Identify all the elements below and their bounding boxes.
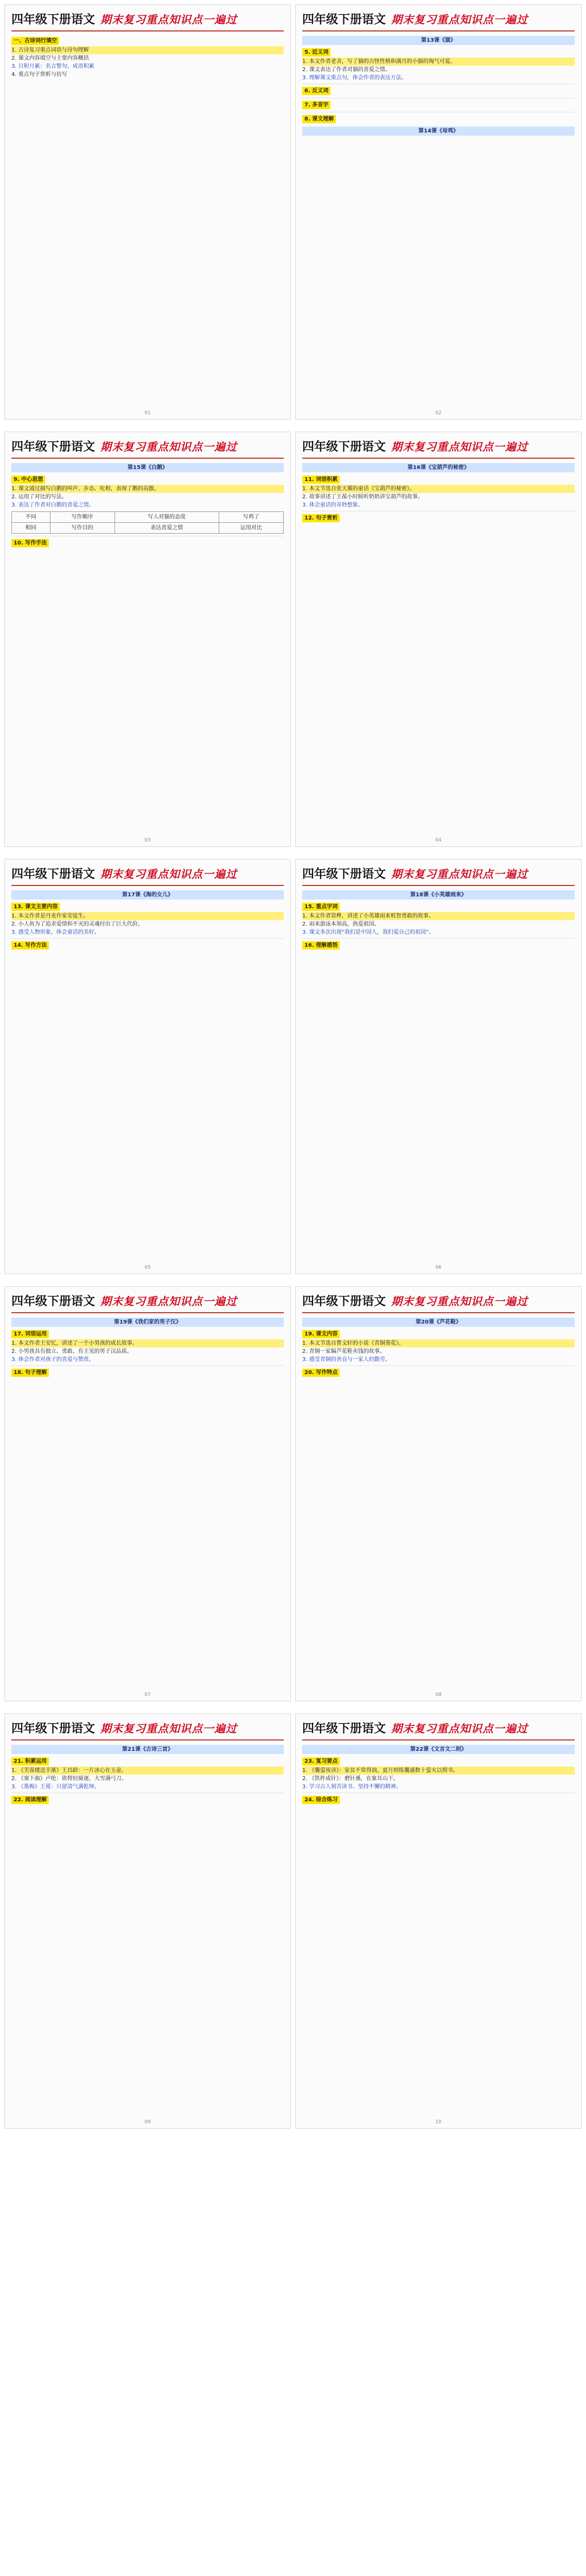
text-line: 1. 《囊萤夜读》：家贫不常得油，夏月则练囊盛数十萤火以照书。 [302,1767,575,1775]
doc-page [295,432,582,847]
text-line: 3. 课文多次出现“我们是中国人，我们爱自己的祖国”。 [302,929,435,935]
section-heading: 7. 多音字 [302,101,330,109]
table-cell: 相同 [12,523,50,534]
table-cell: 写鸡了 [219,512,283,523]
table-cell: 写作目的 [50,523,114,534]
section-heading: 9. 中心思想 [11,476,45,484]
page-header [11,865,284,886]
page-number: 01 [144,410,151,416]
section-heading: 11. 词语积累 [302,476,340,484]
grade-title: 四年级下册语文 [302,1294,386,1308]
page-number: 06 [435,1265,442,1270]
grade-title: 四年级下册语文 [11,440,95,454]
page-body [302,890,575,951]
section-heading: 12. 句子赏析 [302,514,340,522]
page-body [302,1318,575,1378]
lesson-heading: 第17课《海的女儿》 [11,890,284,900]
section-heading: 14. 写作方法 [11,941,49,950]
divider [302,1365,575,1366]
lesson-heading: 第22课《文言文二则》 [302,1745,575,1754]
lesson-heading: 第14课《母鸡》 [302,126,575,136]
table-row [12,512,284,523]
table-cell: 写人对猫的态度 [114,512,219,523]
text-line: 1. 本文作者王安忆，讲述了一个小男孩的成长故事。 [11,1339,284,1347]
section-heading: 15. 重点字词 [302,903,340,911]
lesson-heading: 第13课《猫》 [302,36,575,45]
review-title: 期末复习重点知识点一遍过 [391,868,528,881]
section-heading: 16. 理解感悟 [302,941,340,950]
text-line: 3. 日积月累：名言警句、成语积累 [11,64,94,69]
section-heading: 5. 近义词 [302,48,330,56]
section-heading: 24. 综合练习 [302,1796,340,1804]
page-number: 03 [144,838,151,843]
text-line: 2. 《塞下曲》卢纶：欲将轻骑逐，大雪满弓刀。 [11,1776,127,1782]
page-number: 04 [435,838,442,843]
grade-title: 四年级下册语文 [302,12,386,27]
text-line: 4. 重点句子赏析与仿写 [11,72,67,78]
doc-page [295,4,582,420]
text-line: 3. 《墨梅》王冕：只留清气满乾坤。 [11,1784,100,1790]
doc-page [295,1713,582,2129]
doc-page [4,432,291,847]
section-heading: 一、古诗词行填空 [11,37,59,45]
page-number: 08 [435,1692,442,1698]
doc-page [4,4,291,420]
text-line: 3. 体会童话的奇妙想象。 [302,502,364,508]
grade-title: 四年级下册语文 [11,12,95,27]
lesson-heading: 第18课《小英雄雨来》 [302,890,575,900]
text-line: 1. 本文节选自张天翼的童话《宝葫芦的秘密》。 [302,485,575,493]
text-line: 1. 古诗复习重点词语与诗句理解 [11,46,284,54]
text-line: 2. 故事讲述了王葆小时候听奶奶讲宝葫芦的故事。 [302,494,423,500]
review-title: 期末复习重点知识点一遍过 [100,440,238,453]
page-body [11,36,284,79]
page-header [11,438,284,459]
page-number: 02 [435,410,442,416]
page-header [11,1292,284,1313]
section-heading: 18. 句子理解 [11,1369,49,1377]
page-body [11,890,284,951]
section-heading: 21. 积累运用 [11,1757,49,1765]
text-line: 3. 感受青铜的善良与一家人的勤劳。 [302,1357,391,1363]
divider [11,938,284,939]
page-body [302,36,575,136]
review-title: 期末复习重点知识点一遍过 [391,1295,528,1308]
text-line: 2. 青铜一家编芦花鞋卖钱的故事。 [302,1349,385,1355]
section-heading: 6. 反义词 [302,87,330,95]
text-line: 1. 本文作者管桦，讲述了小英雄雨来机智勇敢的故事。 [302,912,575,920]
doc-page [4,1713,291,2129]
doc-page [295,1286,582,1701]
table-cell: 写作顺序 [50,512,114,523]
text-line: 3. 学习古人刻苦读书、坚持不懈的精神。 [302,1784,402,1790]
table-cell: 运用对比 [219,523,283,534]
text-line: 3. 理解课文重点句，体会作者的表达方法。 [302,75,407,81]
page-body [11,463,284,548]
lesson-heading: 第21课《古诗三首》 [11,1745,284,1754]
section-heading: 22. 阅读理解 [11,1796,49,1804]
text-line: 2. 《铁杵成针》：磨针溪，在象耳山下。 [302,1776,399,1782]
comparison-table [11,511,284,534]
text-line: 2. 小男孩具有独立、勇敢、有主见的男子汉品质。 [11,1349,132,1355]
page-body [11,1745,284,1805]
table-cell: 不同 [12,512,50,523]
doc-page [4,859,291,1274]
text-line: 2. 课文表达了作者对猫的喜爱之情。 [302,67,391,73]
grade-title: 四年级下册语文 [11,1721,95,1736]
review-title: 期末复习重点知识点一遍过 [100,13,238,26]
divider [11,1365,284,1366]
lesson-heading: 第19课《我们家的男子汉》 [11,1318,284,1327]
page-header [302,10,575,31]
page-number: 07 [144,1692,151,1698]
lesson-heading: 第15课《白鹅》 [11,463,284,472]
text-line: 1. 本文作者是丹麦作家安徒生。 [11,912,284,920]
text-line: 2. 小人鱼为了追求爱情和不灭的灵魂付出了巨大代价。 [11,921,143,927]
page-number: 10 [435,2119,442,2125]
page-number: 09 [144,2119,151,2125]
page-body [302,463,575,523]
page-header [302,865,575,886]
page-header [11,1719,284,1740]
divider [302,938,575,939]
table-row [12,523,284,534]
lesson-heading: 第20课《芦花鞋》 [302,1318,575,1327]
page-body [302,1745,575,1805]
section-heading: 17. 词语运用 [11,1330,49,1338]
doc-page [4,1286,291,1701]
page-header [302,438,575,459]
section-heading: 13. 课文主要内容 [11,903,60,911]
section-heading: 10. 写作手法 [11,539,49,547]
page-number: 05 [144,1265,151,1270]
text-line: 3. 体会作者对孩子的喜爱与赞赏。 [11,1357,94,1363]
grade-title: 四年级下册语文 [11,1294,95,1308]
text-line: 1. 本文作者老舍，写了猫的古怪性格和满月的小猫的淘气可爱。 [302,58,575,66]
lesson-heading: 第16课《宝葫芦的秘密》 [302,463,575,472]
page-header [11,10,284,31]
text-line: 3. 表达了作者对白鹅的喜爱之情。 [11,502,94,508]
section-heading: 8. 课文理解 [302,115,336,123]
grade-title: 四年级下册语文 [302,440,386,454]
text-line: 1. 课文通过描写白鹅的叫声、步态、吃相，表现了鹅的高傲。 [11,485,284,493]
text-line: 2. 运用了对比的写法。 [11,494,67,500]
text-line: 2. 雨来游泳本领高，热爱祖国。 [302,921,380,927]
section-heading: 20. 写作特点 [302,1369,340,1377]
page-header [302,1719,575,1740]
text-line: 3. 感受人物形象，体会童话的美好。 [11,929,100,935]
grade-title: 四年级下册语文 [11,867,95,881]
grade-title: 四年级下册语文 [302,867,386,881]
review-title: 期末复习重点知识点一遍过 [391,440,528,453]
review-title: 期末复习重点知识点一遍过 [391,13,528,26]
page-header [302,1292,575,1313]
doc-page [295,859,582,1274]
review-title: 期末复习重点知识点一遍过 [100,1295,238,1308]
review-title: 期末复习重点知识点一遍过 [391,1722,528,1735]
section-heading: 23. 复习要点 [302,1757,340,1765]
page-body [11,1318,284,1378]
review-title: 期末复习重点知识点一遍过 [100,1722,238,1735]
review-title: 期末复习重点知识点一遍过 [100,868,238,881]
table-cell: 表达喜爱之情 [114,523,219,534]
grade-title: 四年级下册语文 [302,1721,386,1736]
text-line: 1. 本文节选自曹文轩的小说《青铜葵花》。 [302,1339,575,1347]
text-line: 1. 《芙蓉楼送辛渐》王昌龄：一片冰心在玉壶。 [11,1767,284,1775]
section-heading: 19. 课文内容 [302,1330,340,1338]
text-line: 2. 课文内容填空与主要内容概括 [11,55,89,61]
